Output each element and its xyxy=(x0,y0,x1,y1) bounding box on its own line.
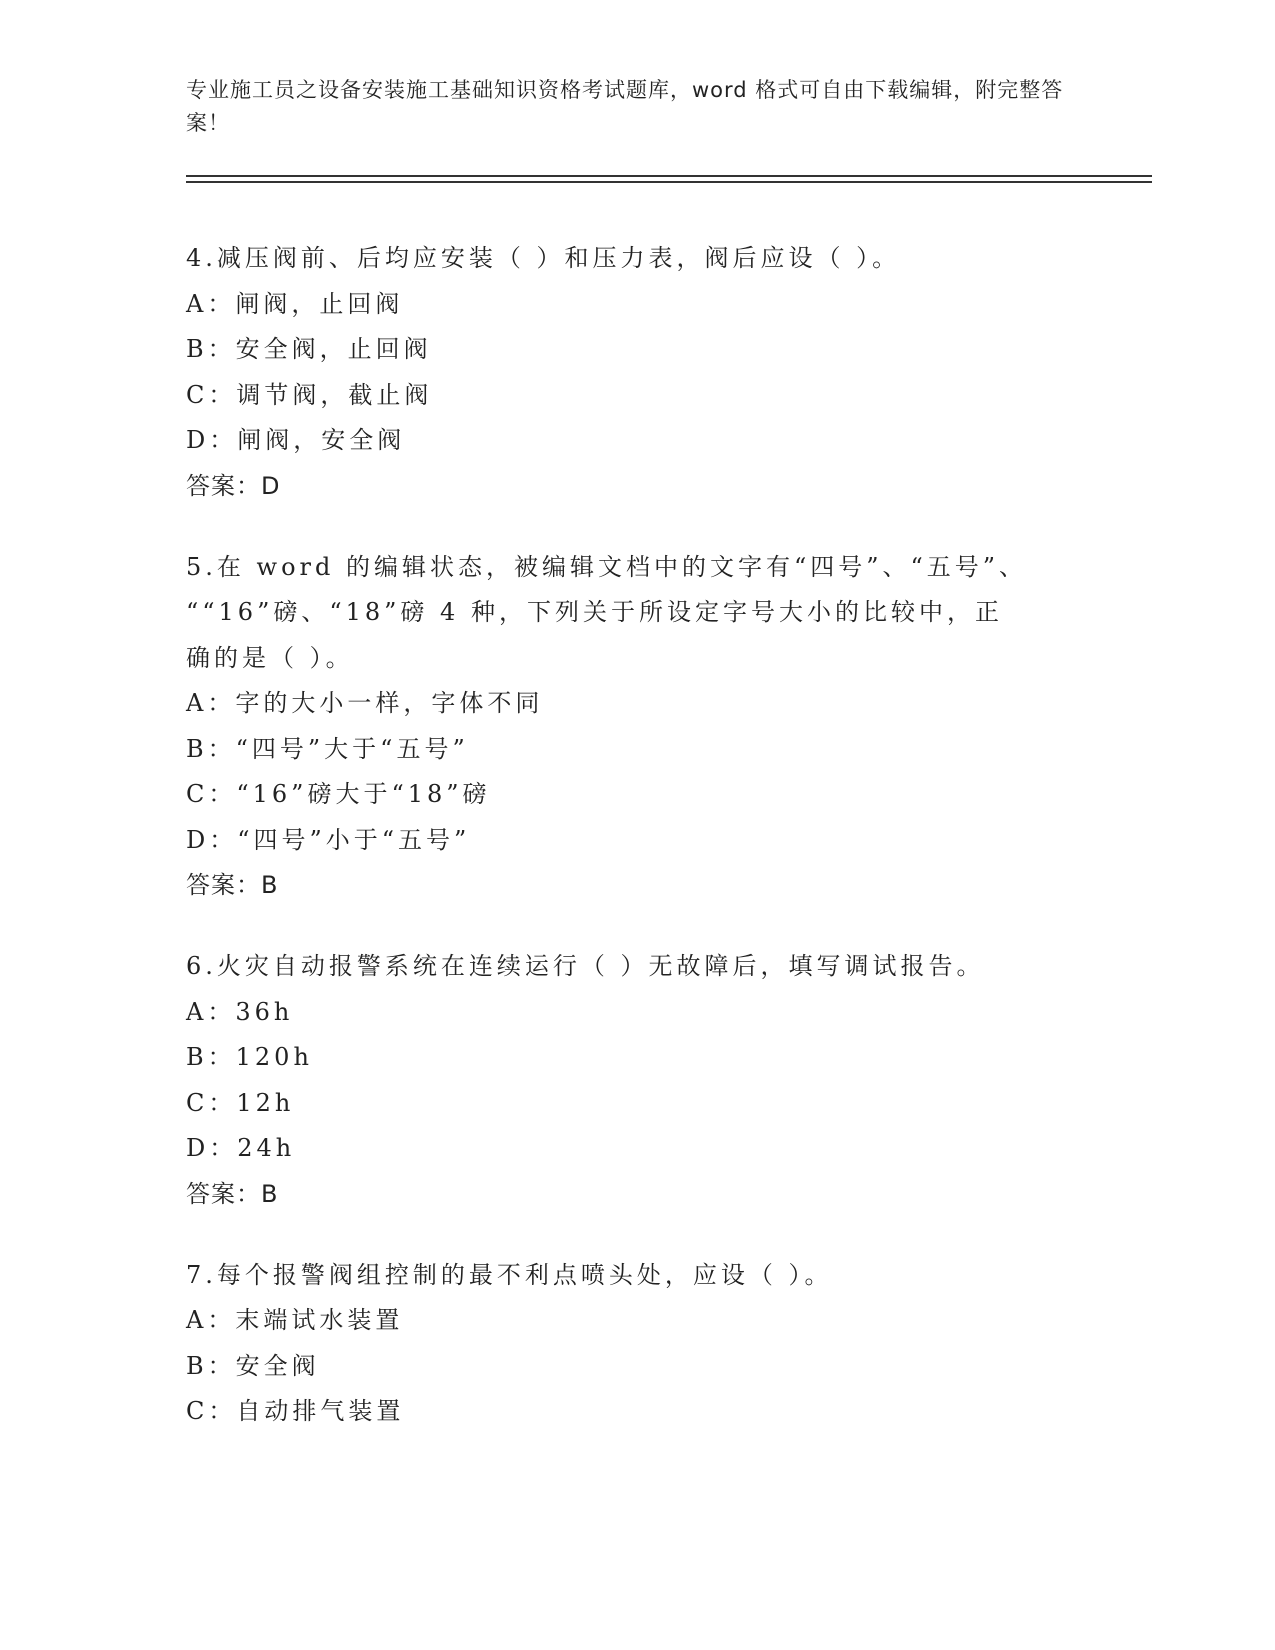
header-rule-bottom xyxy=(186,181,1152,183)
question-stem-line-2: ““16”磅、“18”磅 4 种，下列关于所设定字号大小的比较中，正 xyxy=(186,598,1003,626)
option-d: D：“四号”小于“五号” xyxy=(186,825,471,854)
question-stem-line-3: 确的是（ ）。 xyxy=(186,643,354,672)
question-stem: 7.每个报警阀组控制的最不利点喷头处，应设（ ）。 xyxy=(186,1260,833,1289)
option-c: C：“16”磅大于“18”磅 xyxy=(186,780,491,808)
option-b: B：120h xyxy=(186,1043,313,1071)
option-c: C：12h xyxy=(186,1088,295,1117)
answer-line: 答案：B xyxy=(186,871,279,899)
option-b: B：安全阀，止回阀 xyxy=(186,335,432,363)
question-7 xyxy=(186,1253,1066,1435)
option-a: A：闸阀，止回阀 xyxy=(186,289,404,318)
option-a: A：字的大小一样，字体不同 xyxy=(186,689,544,717)
option-b: B：安全阀 xyxy=(186,1351,320,1380)
question-4 xyxy=(186,236,1066,509)
answer-line: 答案：D xyxy=(186,471,281,500)
header-rule-top xyxy=(186,175,1152,177)
option-a: A：末端试水装置 xyxy=(186,1306,404,1334)
option-a: A：36h xyxy=(186,997,294,1026)
question-stem: 6.火灾自动报警系统在连续运行（ ）无故障后，填写调试报告。 xyxy=(186,952,985,980)
option-b: B：“四号”大于“五号” xyxy=(186,734,469,763)
answer-line: 答案：B xyxy=(186,1179,279,1208)
question-stem-line-1: 5.在 word 的编辑状态，被编辑文档中的文字有“四号”、“五号”、 xyxy=(186,552,1028,581)
option-c: C：自动排气装置 xyxy=(186,1397,405,1425)
question-stem: 4.减压阀前、后均应安装（ ）和压力表，阀后应设（ ）。 xyxy=(186,244,901,272)
question-6 xyxy=(186,944,1066,1217)
option-c: C：调节阀，截止阀 xyxy=(186,380,433,409)
question-5 xyxy=(186,545,1066,909)
option-d: D：24h xyxy=(186,1134,296,1162)
document-header: 专业施工员之设备安装施工基础知识资格考试题库，word 格式可自由下载编辑，附完整答案！ xyxy=(186,78,1064,135)
option-d: D：闸阀，安全阀 xyxy=(186,426,406,454)
question-list xyxy=(186,236,1066,1471)
